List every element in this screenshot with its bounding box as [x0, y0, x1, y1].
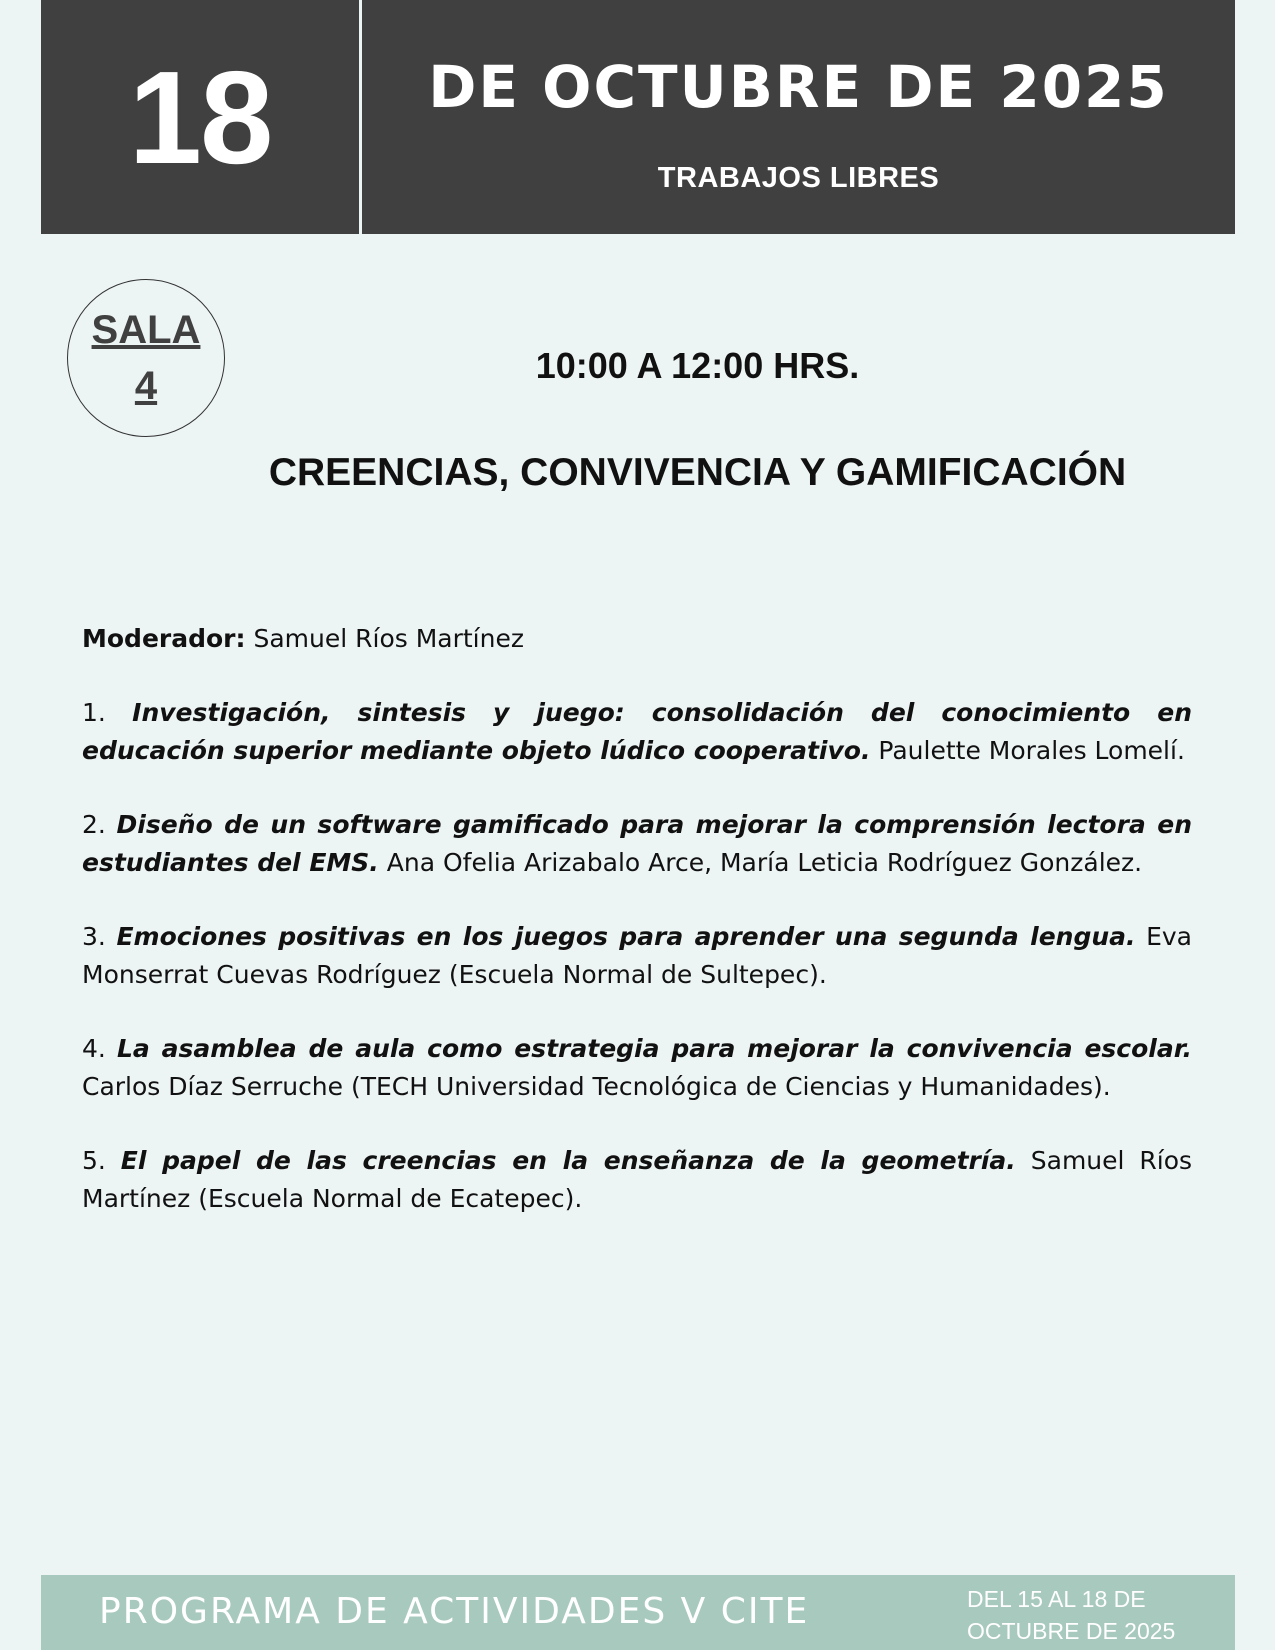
session-content — [82, 620, 1192, 1254]
session-time: 10:00 A 12:00 HRS. — [535, 345, 860, 386]
paper-authors: Carlos Díaz Serruche (TECH Universidad Tecnológica de Ciencias y Humanidades). — [82, 1072, 1111, 1101]
paper-number: 1. — [82, 698, 106, 727]
footer-dates-line1: DEL 15 AL 18 DE — [967, 1586, 1146, 1612]
month-year: DE OCTUBRE DE 2025 — [428, 53, 1169, 121]
header-divider — [359, 0, 362, 234]
moderator-label: Moderador: — [82, 624, 246, 653]
paper-authors: Paulette Morales Lomelí. — [878, 736, 1185, 765]
paper-number: 5. — [82, 1146, 106, 1175]
moderator-name: Samuel Ríos Martínez — [253, 624, 524, 653]
header-subtitle: TRABAJOS LIBRES — [657, 162, 940, 194]
room-badge — [67, 279, 225, 437]
paper-item — [82, 918, 1192, 994]
paper-item — [82, 1030, 1192, 1106]
paper-number: 2. — [82, 810, 106, 839]
paper-item — [82, 1142, 1192, 1218]
paper-title: La asamblea de aula como estrategia para mejorar la convivencia escolar. — [116, 1034, 1193, 1063]
session-theme: CREENCIAS, CONVIVENCIA Y GAMIFICACIÓN — [268, 451, 1127, 494]
paper-title: Diseño de un software gamificado para mejorar la comprensión lectora en estudiantes del EMS. — [82, 810, 1192, 877]
paper-number: 3. — [82, 922, 106, 951]
paper-title: El papel de las creencias en la enseñanza de la geometría. — [120, 1146, 1016, 1175]
paper-number: 4. — [82, 1034, 106, 1063]
footer-bar — [41, 1575, 1235, 1650]
room-number: 4 — [134, 364, 158, 408]
paper-authors: Eva Monserrat Cuevas Rodríguez (Escuela Normal de Sultepec). — [82, 922, 1193, 989]
paper-item — [82, 806, 1192, 882]
footer-title: PROGRAMA DE ACTIVIDADES V CITE — [99, 1591, 810, 1632]
paper-item — [82, 694, 1192, 770]
paper-title: Emociones positivas en los juegos para aprender una segunda lengua. — [116, 922, 1136, 951]
moderator-line — [82, 620, 1192, 658]
header-banner — [41, 0, 1235, 234]
day-number: 18 — [128, 43, 272, 191]
room-label: SALA — [91, 308, 201, 352]
paper-title: Investigación, sintesis y juego: consolidación del conocimiento en educación superior mediante objeto lúdico cooperativo. — [82, 698, 1192, 765]
footer-dates-line2: OCTUBRE DE 2025 — [967, 1618, 1176, 1644]
paper-authors: Ana Ofelia Arizabalo Arce, María Leticia Rodríguez González. — [386, 848, 1143, 877]
paper-authors: Samuel Ríos Martínez (Escuela Normal de Ecatepec). — [82, 1146, 1193, 1213]
footer-dates — [967, 1583, 1207, 1647]
